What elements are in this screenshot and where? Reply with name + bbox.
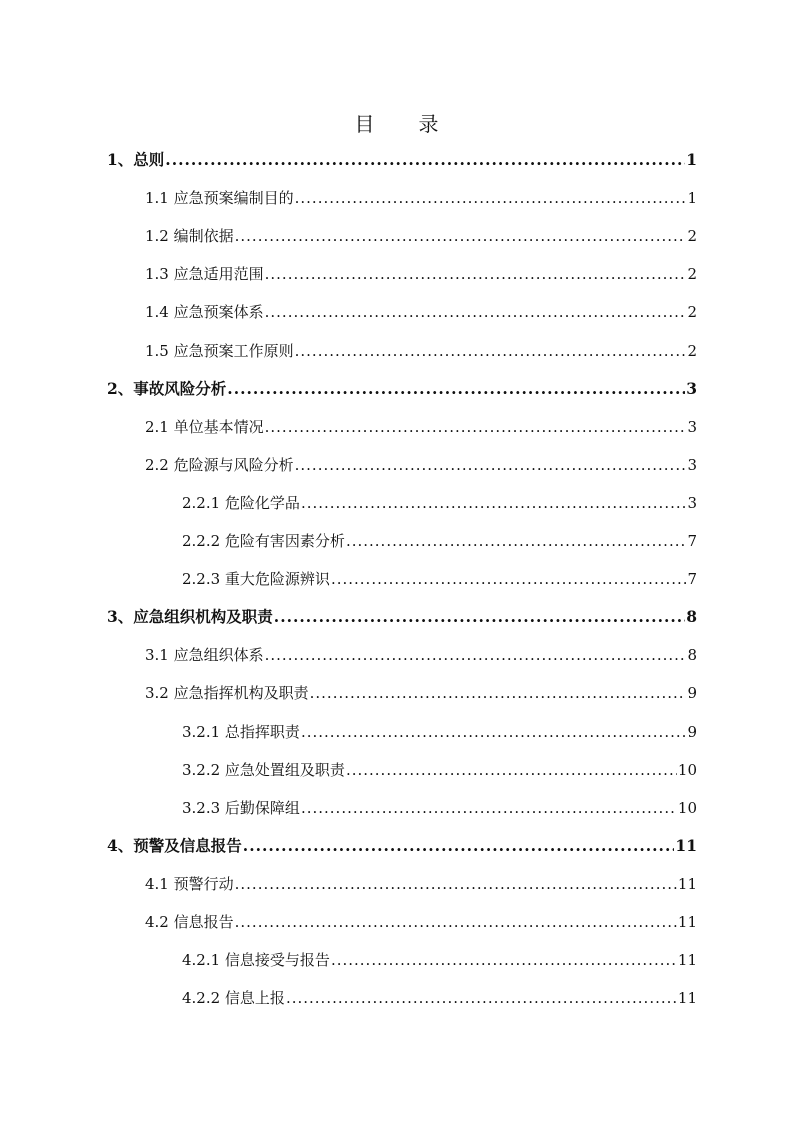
toc-entry[interactable] bbox=[145, 186, 697, 210]
toc-entry[interactable] bbox=[145, 643, 697, 667]
toc-dot-leader bbox=[310, 681, 687, 705]
toc-entry-page-number: 11 bbox=[677, 951, 697, 970]
toc-entry[interactable] bbox=[145, 300, 697, 324]
toc-entry-label: 3、应急组织机构及职责 bbox=[107, 607, 273, 627]
toc-dot-leader bbox=[301, 720, 687, 744]
toc-entry-page-number: 2 bbox=[687, 303, 697, 322]
toc-entry-label: 1.4 应急预案体系 bbox=[145, 303, 264, 322]
toc-entry-label: 4、预警及信息报告 bbox=[107, 835, 242, 855]
toc-entry-label: 1、总则 bbox=[107, 150, 165, 169]
toc-entry[interactable] bbox=[182, 758, 697, 782]
toc-entry-label: 1.1 应急预案编制目的 bbox=[145, 189, 294, 208]
toc-entry[interactable] bbox=[182, 986, 697, 1010]
toc-entry-page-number: 7 bbox=[687, 570, 697, 589]
toc-entry-label: 2、事故风险分析 bbox=[107, 378, 227, 398]
toc-dot-leader bbox=[265, 415, 687, 439]
toc-entry-page-number: 11 bbox=[677, 989, 697, 1008]
toc-dot-leader bbox=[331, 948, 677, 972]
toc-dot-leader bbox=[265, 643, 687, 667]
toc-dot-leader bbox=[165, 148, 685, 172]
toc-entry[interactable] bbox=[145, 224, 697, 248]
toc-dot-leader bbox=[301, 796, 677, 820]
toc-entry[interactable] bbox=[182, 720, 697, 744]
toc-entry-label: 2.2.1 危险化学品 bbox=[182, 493, 300, 512]
toc-dot-leader bbox=[265, 300, 687, 324]
toc-entry[interactable] bbox=[107, 605, 697, 629]
toc-entry-label: 4.2 信息报告 bbox=[145, 913, 234, 931]
toc-entry[interactable] bbox=[107, 377, 697, 401]
toc-entry-label: 4.1 预警行动 bbox=[145, 874, 234, 893]
toc-entry-page-number: 11 bbox=[675, 835, 697, 855]
toc-entry[interactable] bbox=[182, 948, 697, 972]
toc-entry[interactable] bbox=[182, 796, 697, 820]
toc-entry-label: 2.2.2 危险有害因素分析 bbox=[182, 532, 345, 550]
toc-entry[interactable] bbox=[145, 910, 697, 934]
toc-entry-page-number: 3 bbox=[686, 378, 697, 398]
toc-entry[interactable] bbox=[182, 529, 697, 553]
toc-entry-label: 2.2.3 重大危险源辨识 bbox=[182, 570, 330, 589]
toc-entry-page-number: 1 bbox=[687, 189, 697, 208]
toc-dot-leader bbox=[295, 453, 687, 477]
toc-dot-leader bbox=[295, 186, 687, 210]
toc-entry-page-number: 8 bbox=[686, 607, 697, 627]
toc-dot-leader bbox=[346, 758, 677, 782]
toc-dot-leader bbox=[235, 224, 687, 248]
toc-dot-leader bbox=[265, 262, 687, 286]
toc-entry-page-number: 9 bbox=[687, 684, 697, 703]
toc-entry-page-number: 2 bbox=[687, 341, 697, 360]
toc-entry-page-number: 2 bbox=[687, 227, 697, 246]
toc-dot-leader bbox=[301, 491, 687, 515]
toc-entry-page-number: 1 bbox=[686, 150, 697, 169]
toc-entry-page-number: 11 bbox=[677, 913, 697, 931]
toc-dot-leader bbox=[243, 834, 675, 858]
page-title bbox=[0, 108, 793, 137]
toc-entry[interactable] bbox=[145, 262, 697, 286]
toc-entry[interactable] bbox=[145, 339, 697, 363]
toc-dot-leader bbox=[235, 872, 677, 896]
toc-entry[interactable] bbox=[145, 872, 697, 896]
toc-dot-leader bbox=[286, 986, 677, 1010]
toc-entry-page-number: 3 bbox=[687, 455, 697, 474]
toc-entry-label: 2.2 危险源与风险分析 bbox=[145, 455, 294, 474]
toc-entry[interactable] bbox=[107, 834, 697, 858]
toc-entry-label: 3.2.2 应急处置组及职责 bbox=[182, 760, 345, 779]
toc-entry[interactable] bbox=[107, 148, 697, 172]
toc-entry-page-number: 9 bbox=[687, 722, 697, 741]
toc-entry-label: 1.5 应急预案工作原则 bbox=[145, 341, 294, 360]
toc-dot-leader bbox=[235, 910, 677, 934]
toc-entry-label: 3.1 应急组织体系 bbox=[145, 646, 264, 665]
toc-entry-page-number: 7 bbox=[687, 532, 697, 550]
toc-entry[interactable] bbox=[145, 681, 697, 705]
toc-entry-page-number: 3 bbox=[687, 417, 697, 436]
toc-entry[interactable] bbox=[182, 567, 697, 591]
toc-entry[interactable] bbox=[145, 453, 697, 477]
toc-dot-leader bbox=[274, 605, 685, 629]
toc-entry-page-number: 3 bbox=[687, 493, 697, 512]
toc-entry-page-number: 8 bbox=[687, 646, 697, 665]
page-title-char-2: 录 bbox=[418, 112, 439, 136]
toc-entry[interactable] bbox=[145, 415, 697, 439]
toc-dot-leader bbox=[227, 377, 685, 401]
toc-dot-leader bbox=[331, 567, 687, 591]
toc-entry-label: 1.2 编制依据 bbox=[145, 227, 234, 246]
toc-entry-label: 3.2.1 总指挥职责 bbox=[182, 722, 300, 741]
toc-entry-label: 4.2.2 信息上报 bbox=[182, 989, 285, 1008]
toc-entry-page-number: 10 bbox=[677, 798, 697, 817]
toc-entry-label: 2.1 单位基本情况 bbox=[145, 417, 264, 436]
toc-entry-page-number: 11 bbox=[677, 874, 697, 893]
toc-entry-label: 3.2 应急指挥机构及职责 bbox=[145, 684, 309, 703]
toc-entry-label: 1.3 应急适用范围 bbox=[145, 265, 264, 284]
toc-entry-label: 3.2.3 后勤保障组 bbox=[182, 798, 300, 817]
toc-dot-leader bbox=[346, 529, 687, 553]
page-title-char-1: 目 bbox=[354, 112, 375, 136]
toc-entry-page-number: 2 bbox=[687, 265, 697, 284]
toc-entry-page-number: 10 bbox=[677, 760, 697, 779]
toc-entry[interactable] bbox=[182, 491, 697, 515]
toc-dot-leader bbox=[295, 339, 687, 363]
toc-entry-label: 4.2.1 信息接受与报告 bbox=[182, 951, 330, 970]
